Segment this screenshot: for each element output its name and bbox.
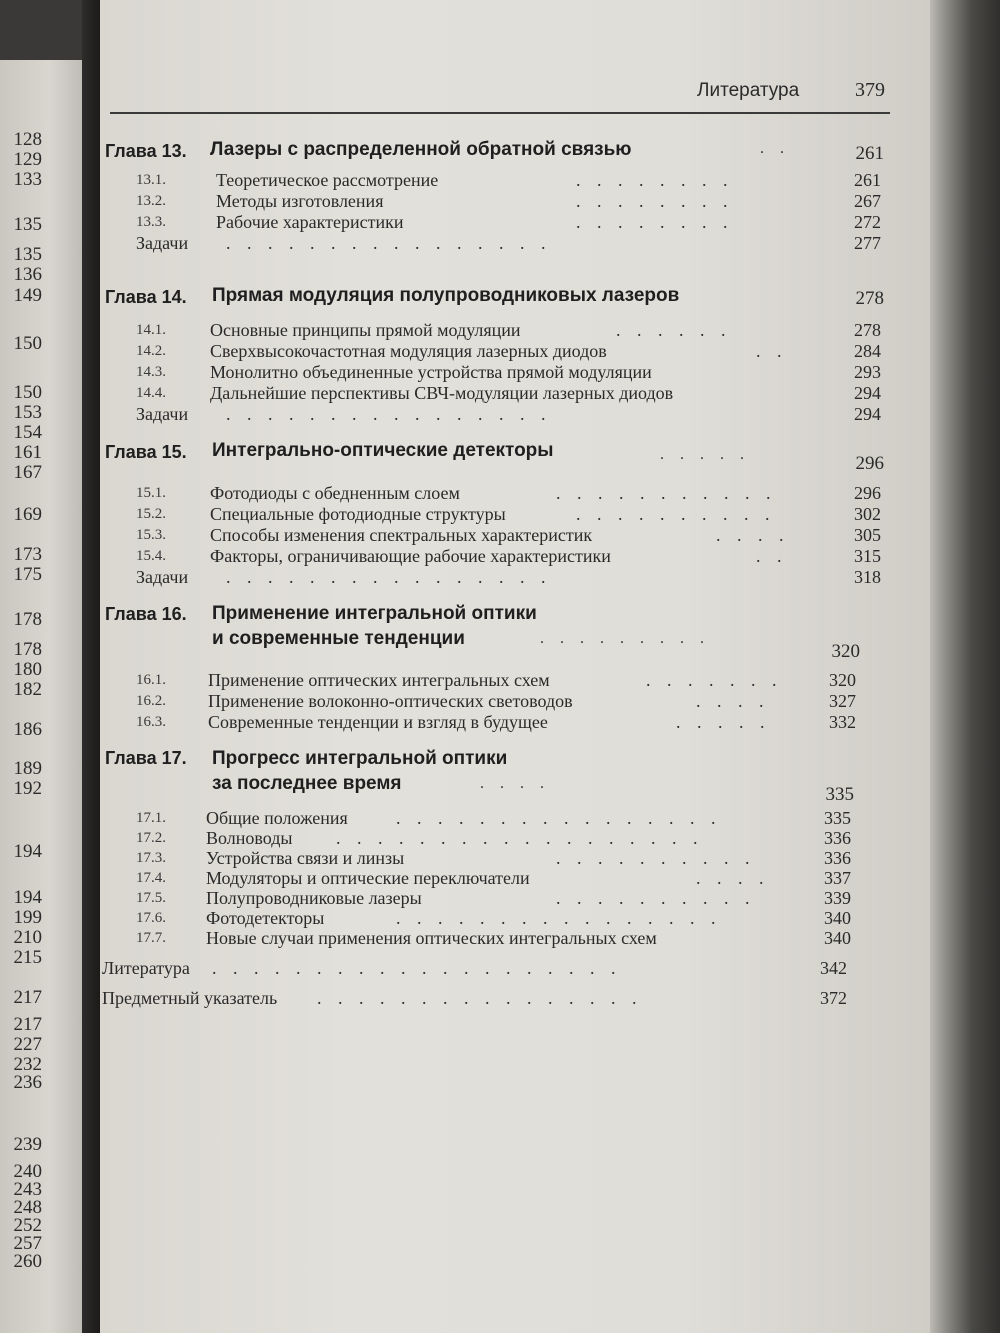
chapter-page: 261 <box>855 143 884 164</box>
chapter-title: Лазеры с распределенной обратной связью <box>210 139 632 160</box>
item-title: Рабочие характеристики <box>216 212 404 232</box>
toc-item <box>136 908 906 928</box>
item-number: 17.2. <box>136 830 166 846</box>
item-title: Монолитно объединенные устройства прямой модуляции <box>210 362 652 382</box>
item-page: 284 <box>854 341 881 361</box>
item-page: 372 <box>820 988 847 1008</box>
item-number: 15.3. <box>136 527 166 543</box>
left-page-number: 167 <box>13 462 42 483</box>
item-title: Методы изготовления <box>216 191 384 211</box>
left-page-number: 257 <box>13 1233 42 1254</box>
chapter-title-line2: и современные тенденции <box>212 628 465 649</box>
item-title: Волноводы <box>206 828 293 848</box>
item-number: 14.1. <box>136 322 166 338</box>
toc-item <box>136 691 906 711</box>
leader-dots: . . . . . . . . . . <box>556 848 756 868</box>
left-page-number: 173 <box>13 544 42 565</box>
chapter-title: Интегрально-оптические детекторы <box>212 440 554 461</box>
leader-dots: . . <box>756 341 788 361</box>
item-page: 261 <box>854 170 881 190</box>
item-number: 17.1. <box>136 810 166 826</box>
item-page: 318 <box>854 567 881 587</box>
leader-dots: . . . . <box>696 868 770 888</box>
item-title: Дальнейшие перспективы СВЧ-модуляции лазерных диодов <box>210 383 674 403</box>
item-page: 336 <box>824 848 851 868</box>
left-page-number: 194 <box>13 841 42 862</box>
left-page-number: 215 <box>13 947 42 968</box>
toc-item <box>136 712 906 732</box>
item-page: 337 <box>824 868 851 888</box>
left-page-number: 175 <box>13 564 42 585</box>
leader-dots: . . . . . <box>676 712 771 732</box>
chapter-label: Глава 13. <box>105 141 187 161</box>
item-title: Задачи <box>136 404 189 424</box>
item-title: Модуляторы и оптические переключатели <box>206 868 530 888</box>
chapter-title: Прогресс интегральной оптики <box>212 748 508 769</box>
left-page-number: 182 <box>13 679 42 700</box>
leader-dots: . . . . . <box>660 446 750 463</box>
toc-item <box>136 362 906 382</box>
left-page-number: 192 <box>13 778 42 799</box>
item-number: 13.3. <box>136 214 166 230</box>
toc-item <box>136 233 906 253</box>
toc-item <box>136 525 906 545</box>
item-title: Полупроводниковые лазеры <box>206 888 422 908</box>
item-number: 16.2. <box>136 693 166 709</box>
item-title: Факторы, ограничивающие рабочие характеристики <box>210 546 611 566</box>
leader-dots: . . . . . . . <box>646 670 783 690</box>
item-page: 278 <box>854 320 881 340</box>
left-page-number: 133 <box>13 169 42 190</box>
item-page: 272 <box>854 212 881 232</box>
leader-dots: . . . . . . . . . . . . . . . . <box>317 988 643 1008</box>
left-page-number: 248 <box>13 1197 42 1218</box>
left-page-number: 252 <box>13 1215 42 1236</box>
toc-item <box>136 546 906 566</box>
leader-dots: . . . . . . . . . <box>540 630 710 647</box>
item-title: Применение волоконно-оптических световодов <box>208 691 573 711</box>
item-number: 15.1. <box>136 485 166 501</box>
item-number: 13.2. <box>136 193 166 209</box>
item-number: 13.1. <box>136 172 166 188</box>
toc-item <box>136 483 906 503</box>
item-page: 320 <box>829 670 856 690</box>
item-number: 17.5. <box>136 890 166 906</box>
item-page: 327 <box>829 691 856 711</box>
item-page: 277 <box>854 233 881 253</box>
item-page: 342 <box>820 958 847 978</box>
leader-dots: . . . . . . . . . . . . . . . . <box>396 808 722 828</box>
left-page-number: 129 <box>13 149 42 170</box>
book-gutter <box>82 0 102 1333</box>
toc-item <box>136 888 906 908</box>
item-title: Способы изменения спектральных характеристик <box>210 525 593 545</box>
leader-dots: . . . . . . <box>616 320 732 340</box>
left-page-number: 239 <box>13 1134 42 1155</box>
toc-item <box>136 928 906 948</box>
left-page-number: 150 <box>13 382 42 403</box>
running-header-title: Литература <box>697 80 800 101</box>
leader-dots: . . <box>756 546 788 566</box>
item-number: 16.3. <box>136 714 166 730</box>
chapter-label: Глава 17. <box>105 748 187 768</box>
item-title: Литература <box>102 958 190 978</box>
item-page: 267 <box>854 191 881 211</box>
toc-item <box>136 567 906 587</box>
item-number: 17.3. <box>136 850 166 866</box>
toc-item <box>136 212 906 232</box>
chapter-page: 278 <box>855 288 884 309</box>
left-page <box>0 60 82 1333</box>
leader-dots: . . . . . . . . <box>576 170 734 190</box>
left-page-number: 232 <box>13 1054 42 1075</box>
leader-dots: . . . . . . . . . . . . . . . . <box>396 908 722 928</box>
left-page-number: 260 <box>13 1251 42 1272</box>
leader-dots: . . . . <box>480 775 550 792</box>
left-page-number: 227 <box>13 1034 42 1055</box>
left-page-number: 178 <box>13 639 42 660</box>
left-page-number: 154 <box>13 422 42 443</box>
item-title: Общие положения <box>206 808 348 828</box>
item-title: Современные тенденции и взгляд в будущее <box>208 712 548 732</box>
item-title: Устройства связи и линзы <box>206 848 405 868</box>
toc-item <box>136 170 906 190</box>
toc-item <box>136 191 906 211</box>
leader-dots: . . . . <box>716 525 790 545</box>
leader-dots: . . <box>760 140 790 157</box>
left-page-number: 194 <box>13 887 42 908</box>
left-page-number: 135 <box>13 214 42 235</box>
left-page-number: 240 <box>13 1161 42 1182</box>
chapter-label: Глава 16. <box>105 604 187 624</box>
leader-dots: . . . . <box>696 691 770 711</box>
left-page-number: 135 <box>13 244 42 265</box>
left-page-number: 153 <box>13 402 42 423</box>
item-number: 15.4. <box>136 548 166 564</box>
left-page-number: 186 <box>13 719 42 740</box>
leader-dots: . . . . . . . . . . <box>556 888 756 908</box>
item-title: Применение оптических интегральных схем <box>208 670 550 690</box>
item-page: 302 <box>854 504 881 524</box>
toc-back-item <box>102 958 902 978</box>
item-title: Предметный указатель <box>102 988 278 1008</box>
leader-dots: . . . . . . . . . . . . . . . . . . . . <box>212 958 622 978</box>
left-page-number: 217 <box>13 1014 42 1035</box>
toc-item <box>136 341 906 361</box>
running-header-page: 379 <box>855 79 885 101</box>
item-title: Основные принципы прямой модуляции <box>210 320 521 340</box>
item-number: 17.6. <box>136 910 166 926</box>
item-page: 332 <box>829 712 856 732</box>
item-page: 294 <box>854 404 881 424</box>
item-number: 17.7. <box>136 930 166 946</box>
left-page-number: 136 <box>13 264 42 285</box>
item-title: Сверхвысокочастотная модуляция лазерных диодов <box>210 341 607 361</box>
leader-dots: . . . . . . . . . . . . . . . . <box>226 233 552 253</box>
chapter-title: Применение интегральной оптики <box>212 603 537 624</box>
left-page-number: 189 <box>13 758 42 779</box>
toc-item <box>136 848 906 868</box>
toc-item <box>136 828 906 848</box>
left-page-number: 161 <box>13 442 42 463</box>
item-title: Фотодетекторы <box>206 908 325 928</box>
toc-item <box>136 808 906 828</box>
item-page: 293 <box>854 362 881 382</box>
toc-item <box>136 320 906 340</box>
item-number: 15.2. <box>136 506 166 522</box>
chapter-page: 320 <box>831 641 860 662</box>
item-page: 339 <box>824 888 851 908</box>
toc-item <box>136 404 906 424</box>
left-page-number: 149 <box>13 285 42 306</box>
left-page-number: 128 <box>13 129 42 150</box>
left-page-number: 217 <box>13 987 42 1008</box>
header-rule <box>110 112 890 114</box>
left-page-number: 199 <box>13 907 42 928</box>
left-page-number: 169 <box>13 504 42 525</box>
leader-dots: . . . . . . . . <box>576 212 734 232</box>
item-page: 340 <box>824 908 851 928</box>
item-page: 294 <box>854 383 881 403</box>
toc-back-item <box>102 988 902 1008</box>
item-number: 14.2. <box>136 343 166 359</box>
item-page: 340 <box>824 928 851 948</box>
chapter-title-line2: за последнее время <box>212 773 402 794</box>
chapter-title: Прямая модуляция полупроводниковых лазеров <box>212 285 680 306</box>
leader-dots: . . . . . . . . . . . . . . . . <box>226 404 552 424</box>
item-title: Теоретическое рассмотрение <box>216 170 439 190</box>
item-title: Новые случаи применения оптических интегральных схем <box>206 928 657 948</box>
item-page: 315 <box>854 546 881 566</box>
leader-dots: . . . . . . . . . . . . . . . . . . <box>336 828 704 848</box>
item-number: 16.1. <box>136 672 166 688</box>
left-page-number: 180 <box>13 659 42 680</box>
toc-item <box>136 670 906 690</box>
item-number: 14.3. <box>136 364 166 380</box>
chapter-label: Глава 14. <box>105 287 187 307</box>
item-title: Задачи <box>136 567 189 587</box>
item-title: Специальные фотодиодные структуры <box>210 504 506 524</box>
item-page: 305 <box>854 525 881 545</box>
toc-item <box>136 504 906 524</box>
item-number: 14.4. <box>136 385 166 401</box>
book-page-edge <box>930 0 1000 1333</box>
left-page-number: 150 <box>13 333 42 354</box>
leader-dots: . . . . . . . . . . <box>576 504 776 524</box>
left-page-number: 210 <box>13 927 42 948</box>
leader-dots: . . . . . . . . . . . <box>556 483 777 503</box>
chapter-page: 296 <box>855 453 884 474</box>
item-page: 335 <box>824 808 851 828</box>
leader-dots: . . . . . . . . <box>576 191 734 211</box>
left-page-number: 178 <box>13 609 42 630</box>
item-page: 336 <box>824 828 851 848</box>
item-number: 17.4. <box>136 870 166 886</box>
left-page-number: 236 <box>13 1072 42 1093</box>
chapter-page: 335 <box>825 784 854 805</box>
item-title: Задачи <box>136 233 189 253</box>
chapter-label: Глава 15. <box>105 442 187 462</box>
left-page-number: 243 <box>13 1179 42 1200</box>
toc-page <box>100 0 930 1333</box>
item-title: Фотодиоды с обедненным слоем <box>210 483 460 503</box>
leader-dots: . . . . . . . . . . . . . . . . <box>226 567 552 587</box>
item-page: 296 <box>854 483 881 503</box>
toc-item <box>136 868 906 888</box>
toc-item <box>136 383 906 403</box>
